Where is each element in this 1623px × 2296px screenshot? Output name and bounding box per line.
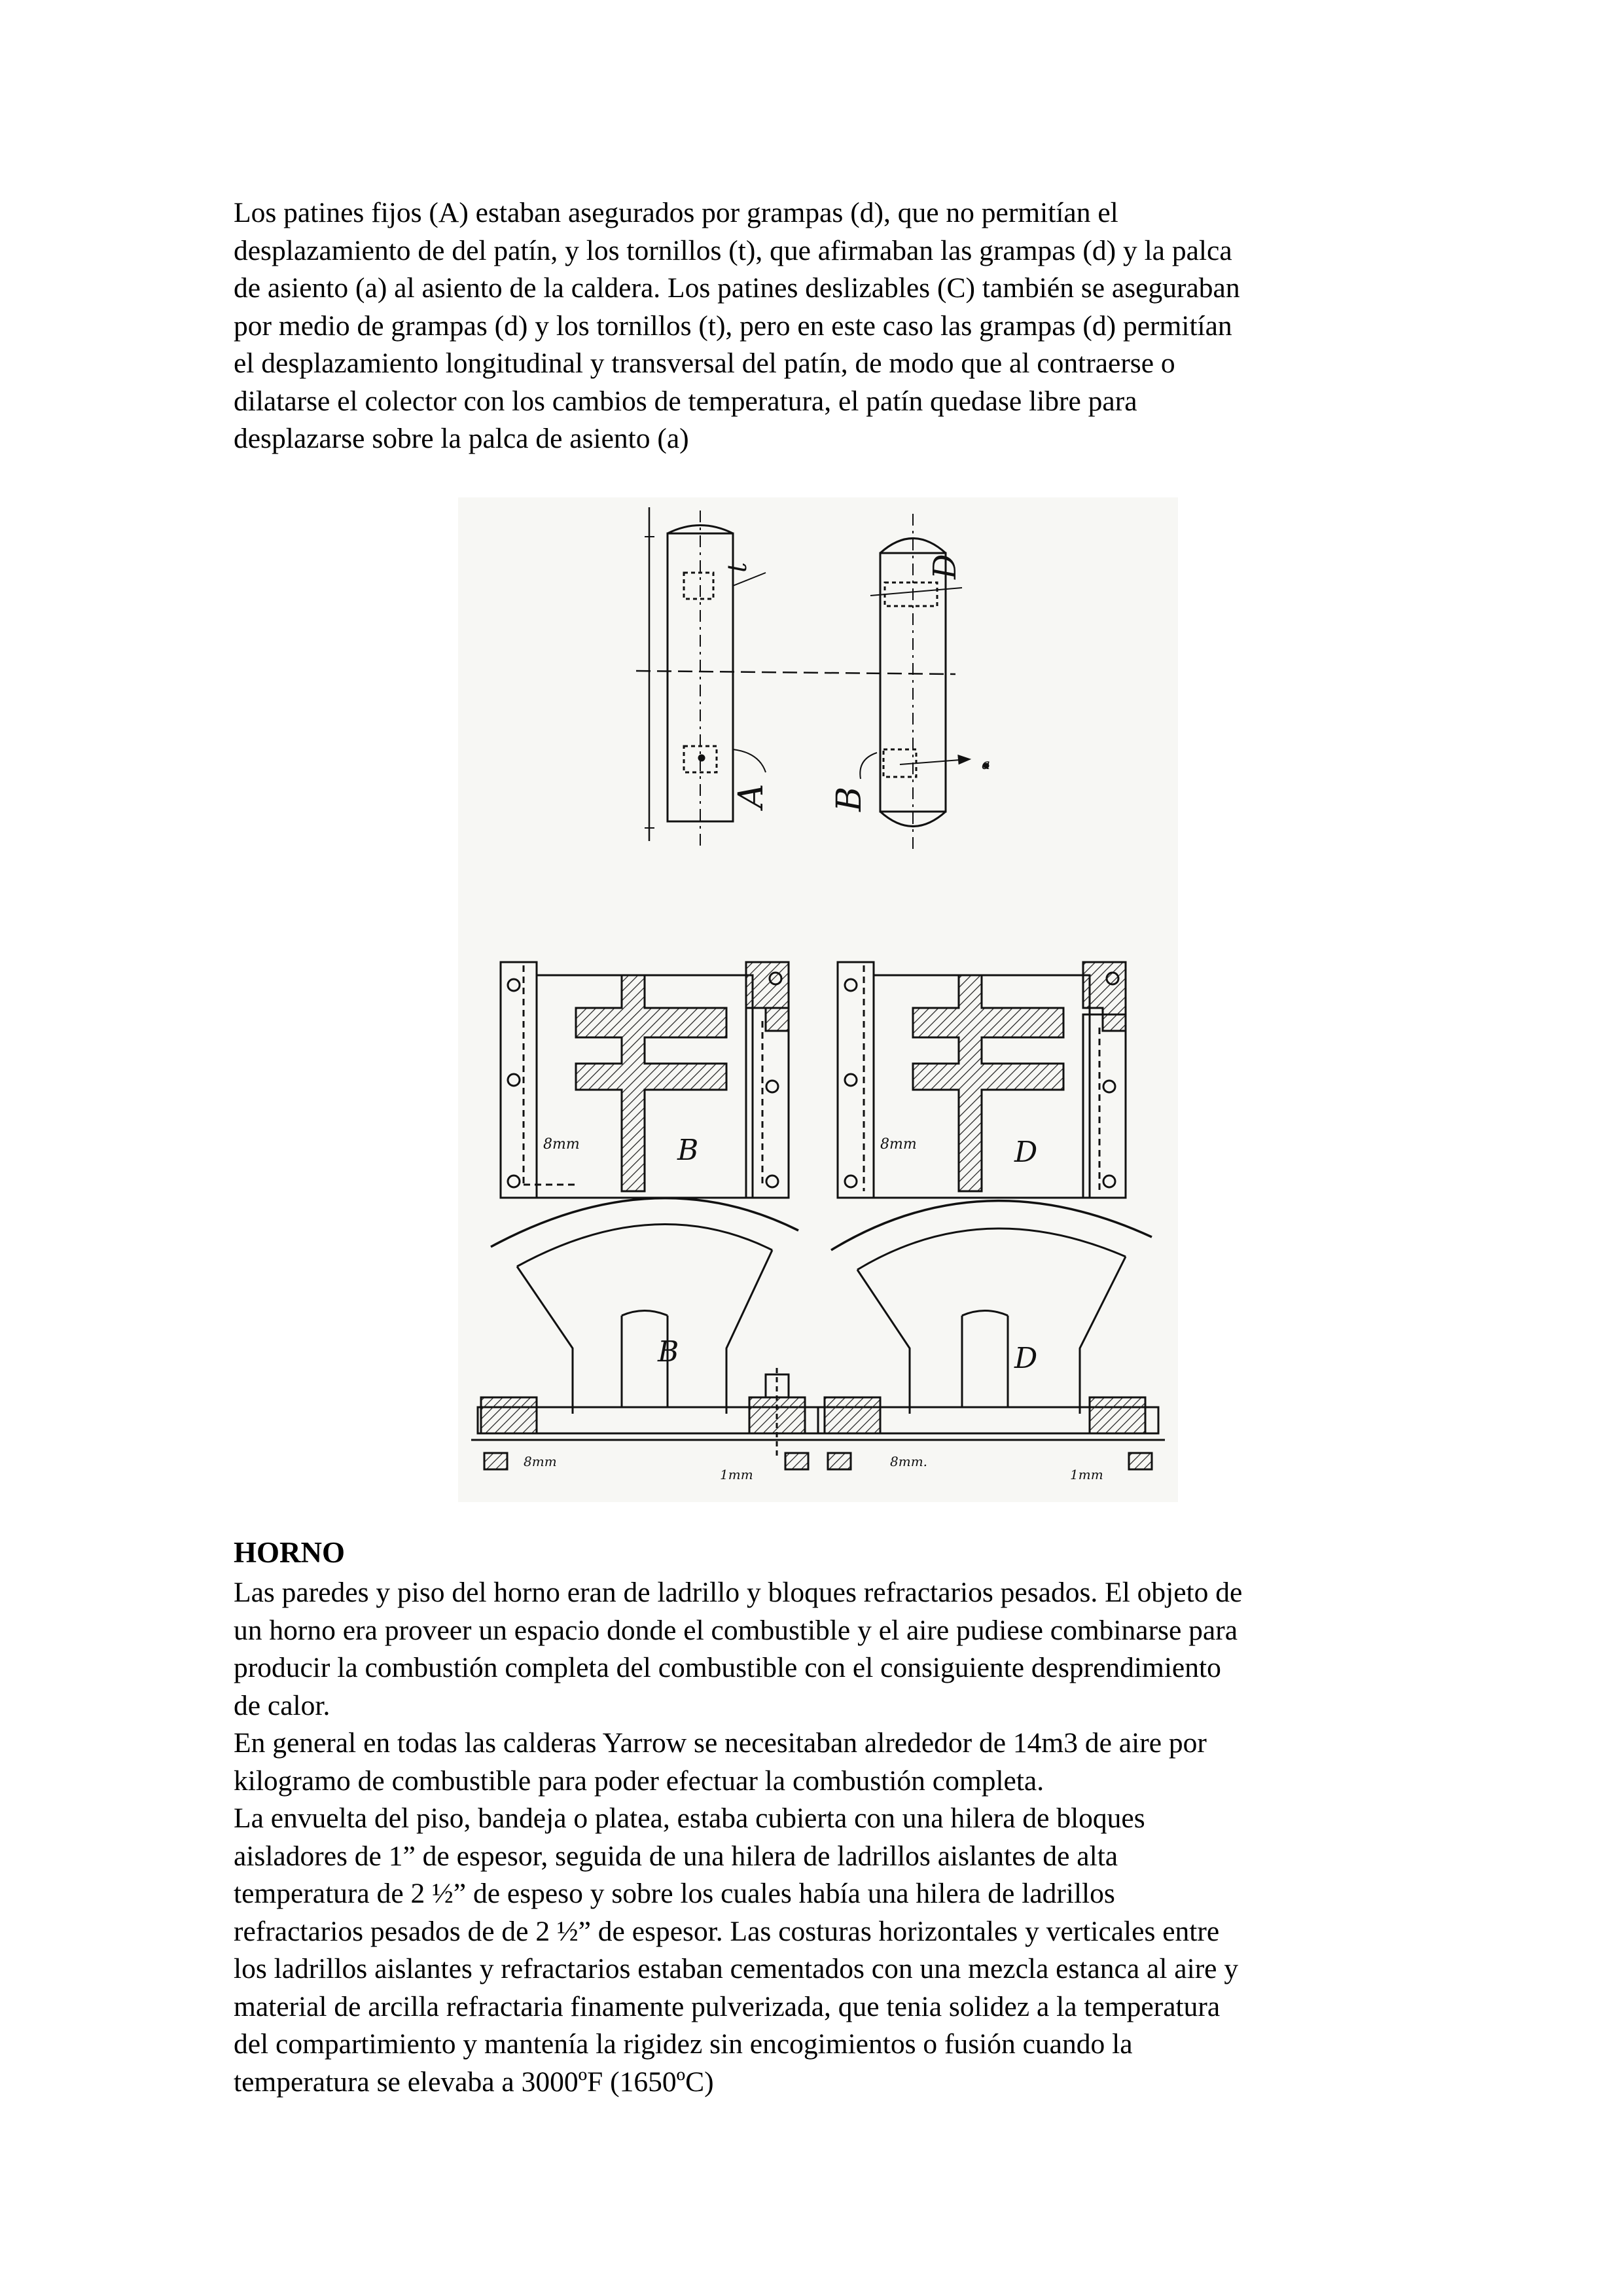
label-a-fixed: A <box>732 783 771 808</box>
elev-label-right: D <box>1014 1342 1038 1375</box>
intro-paragraph <box>234 194 1412 458</box>
text-line: desplazamiento de del patín, y los tornillos (t), que afirmaban las grampas (d) y la palca <box>234 234 1232 266</box>
text-line: Los patines fijos (A) estaban asegurados por grampas (d), que no permitían el <box>234 197 1118 228</box>
text-line: En general en todas las calderas Yarrow se necesitaban alrededor de 14m3 de aire por <box>234 1727 1207 1759</box>
text-line: Las paredes y piso del horno eran de ladrillo y bloques refractarios pesados. El objeto de <box>234 1577 1243 1608</box>
elev-dim-8mm-right: 8mm. <box>890 1454 928 1469</box>
plan-label-right: D <box>1014 1136 1038 1169</box>
section-heading-horno: HORNO <box>234 1536 346 1569</box>
text-line: aisladores de 1” de espesor, seguida de una hilera de ladrillos aislantes de alta <box>234 1840 1118 1872</box>
elev-dim-1mm-right: 1mm <box>1070 1467 1103 1482</box>
technical-drawing <box>458 497 1178 1502</box>
plan-dim-left: 8mm <box>543 1136 580 1153</box>
text-line: un horno era proveer un espacio donde el combustible y el aire pudiese combinarse para <box>234 1614 1238 1646</box>
text-line: material de arcilla refractaria finamente pulverizada, que tenia solidez a la temperatura <box>234 1990 1221 2022</box>
elev-dim-8mm-left: 8mm <box>524 1454 557 1469</box>
text-line: el desplazamiento longitudinal y transversal del patín, de modo que al contraerse o <box>234 348 1175 379</box>
label-a-plate: a <box>982 757 991 773</box>
label-d: D <box>927 554 963 579</box>
elev-dim-1mm-left: 1mm <box>720 1467 753 1482</box>
plan-label-left: B <box>677 1134 699 1167</box>
elev-label-left: B <box>658 1335 679 1369</box>
text-line: por medio de grampas (d) y los tornillos (t), pero en este caso las grampas (d) permitían <box>234 310 1232 342</box>
text-line: dilatarse el colector con los cambios de temperatura, el patín quedase libre para <box>234 385 1137 417</box>
text-line: los ladrillos aislantes y refractarios estaban cementados con una mezcla estanca al aire y <box>234 1953 1239 1984</box>
label-b-sliding: B <box>830 786 869 812</box>
text-line: temperatura se elevaba a 3000ºF (1650ºC) <box>234 2066 714 2098</box>
text-line: temperatura de 2 ½” de espeso y sobre los cuales había una hilera de ladrillos <box>234 1878 1115 1909</box>
text-line: kilogramo de combustible para poder efectuar la combustión completa. <box>234 1765 1044 1797</box>
drawing-svg <box>458 497 1178 1502</box>
text-line: de calor. <box>234 1689 330 1721</box>
text-line: producir la combustión completa del combustible con el consiguiente desprendimiento <box>234 1652 1221 1683</box>
label-t: t <box>722 562 753 573</box>
horno-paragraph <box>234 1574 1412 2101</box>
text-line: del compartimiento y mantenía la rigidez sin encogimientos o fusión cuando la <box>234 2028 1133 2060</box>
text-line: de asiento (a) al asiento de la caldera. Los patines deslizables (C) también se aseguraban <box>234 272 1240 304</box>
text-line: La envuelta del piso, bandeja o platea, estaba cubierta con una hilera de bloques <box>234 1803 1145 1834</box>
plan-dim-right: 8mm <box>880 1136 917 1153</box>
text-line: desplazarse sobre la palca de asiento (a) <box>234 423 689 454</box>
text-line: refractarios pesados de de 2 ½” de espesor. Las costuras horizontales y verticales entre <box>234 1915 1220 1947</box>
